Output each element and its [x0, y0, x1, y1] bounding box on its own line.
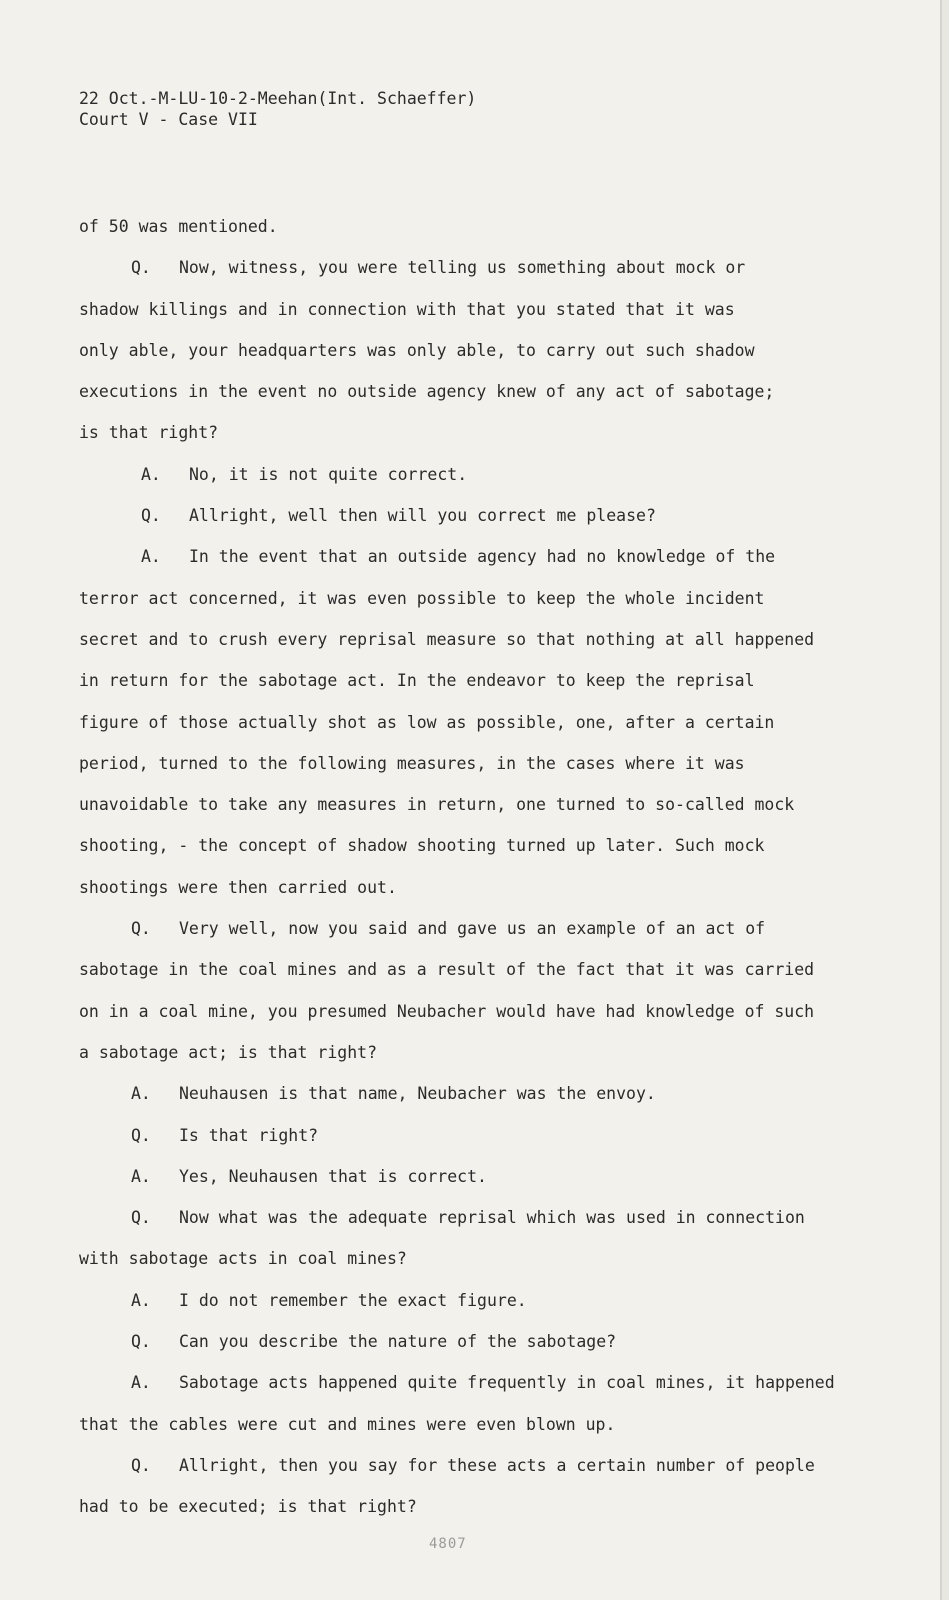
- speaker-marker: Q.: [141, 506, 161, 526]
- line-text: is that right?: [79, 423, 219, 443]
- transcript-line-question: [79, 1125, 859, 1166]
- line-text: had to be executed; is that right?: [79, 1497, 417, 1517]
- transcript-line: [79, 216, 859, 257]
- transcript-line: [79, 959, 859, 1000]
- line-text: I do not remember the exact figure.: [179, 1290, 527, 1310]
- speaker-marker: A.: [131, 1084, 151, 1104]
- speaker-marker: A.: [141, 464, 161, 484]
- transcript-line: [79, 1414, 859, 1455]
- transcript-line: [79, 1001, 859, 1042]
- transcript-line: [79, 1042, 859, 1083]
- transcript-line-question: [79, 505, 859, 546]
- line-text: Very well, now you said and gave us an example of an act of: [179, 919, 766, 939]
- line-text: Is that right?: [179, 1125, 319, 1145]
- speaker-marker: Q.: [131, 1455, 151, 1475]
- speaker-marker: Q.: [131, 1332, 151, 1352]
- transcript-line-question: [79, 1331, 859, 1372]
- line-text: shooting, - the concept of shadow shooting turned up later. Such mock: [79, 836, 765, 856]
- transcript-line: [79, 835, 859, 876]
- line-text: Yes, Neuhausen that is correct.: [179, 1166, 487, 1186]
- speaker-marker: A.: [131, 1290, 151, 1310]
- transcript-line: [79, 712, 859, 753]
- transcript-line: [79, 340, 859, 381]
- line-text: sabotage in the coal mines and as a result of the fact that it was carried: [79, 960, 815, 980]
- transcript-body: [79, 216, 859, 1538]
- line-text: Sabotage acts happened quite frequently in coal mines, it happened: [179, 1373, 835, 1393]
- line-text: period, turned to the following measures, in the cases where it was: [79, 753, 745, 773]
- header-line-1: 22 Oct.-M-LU-10-2-Meehan(Int. Schaeffer): [79, 89, 477, 108]
- line-text: of 50 was mentioned.: [79, 217, 278, 236]
- line-text: on in a coal mine, you presumed Neubacher would have had knowledge of such: [79, 1001, 815, 1021]
- transcript-line-question: [79, 257, 859, 298]
- transcript-line: [79, 670, 859, 711]
- line-text: shootings were then carried out.: [79, 877, 397, 897]
- line-text: unavoidable to take any measures in return, one turned to so-called mock: [79, 795, 795, 815]
- line-text: shadow killings and in connection with that you stated that it was: [79, 299, 735, 319]
- line-text: In the event that an outside agency had no knowledge of the: [189, 547, 776, 567]
- transcript-line: [79, 794, 859, 835]
- transcript-line-answer: [79, 1372, 859, 1413]
- speaker-marker: Q.: [131, 258, 151, 278]
- transcript-line: [79, 1248, 859, 1289]
- transcript-line-answer: [79, 464, 859, 505]
- line-text: Allright, then you say for these acts a certain number of people: [179, 1455, 815, 1475]
- transcript-line-question: [79, 1207, 859, 1248]
- line-text: Now what was the adequate reprisal which was used in connection: [179, 1208, 805, 1228]
- line-text: Allright, well then will you correct me please?: [189, 506, 656, 526]
- transcript-line: [79, 299, 859, 340]
- transcript-line: [79, 422, 859, 463]
- transcript-line: [79, 753, 859, 794]
- speaker-marker: A.: [141, 547, 161, 567]
- speaker-marker: Q.: [131, 1208, 151, 1228]
- page-number: 4807: [429, 1536, 467, 1552]
- speaker-marker: A.: [131, 1373, 151, 1393]
- line-text: with sabotage acts in coal mines?: [79, 1249, 407, 1269]
- speaker-marker: A.: [131, 1166, 151, 1186]
- line-text: figure of those actually shot as low as possible, one, after a certain: [79, 712, 775, 732]
- transcript-line-answer: [79, 1166, 859, 1207]
- line-text: secret and to crush every reprisal measure so that nothing at all happened: [79, 629, 815, 649]
- header-line-2: Court V - Case VII: [79, 110, 258, 129]
- speaker-marker: Q.: [131, 919, 151, 939]
- line-text: in return for the sabotage act. In the endeavor to keep the reprisal: [79, 671, 755, 691]
- line-text: only able, your headquarters was only able, to carry out such shadow: [79, 340, 755, 360]
- line-text: terror act concerned, it was even possible to keep the whole incident: [79, 588, 765, 608]
- line-text: a sabotage act; is that right?: [79, 1042, 378, 1062]
- line-text: No, it is not quite correct.: [189, 464, 468, 484]
- transcript-line: [79, 588, 859, 629]
- line-text: Now, witness, you were telling us something about mock or: [179, 258, 746, 278]
- speaker-marker: Q.: [131, 1125, 151, 1145]
- transcript-line-answer: [79, 546, 859, 587]
- transcript-line-question: [79, 1455, 859, 1496]
- line-text: that the cables were cut and mines were even blown up.: [79, 1414, 616, 1434]
- transcript-line-question: [79, 918, 859, 959]
- document-header: [79, 88, 476, 130]
- transcript-line: [79, 381, 859, 422]
- transcript-line: [79, 877, 859, 918]
- line-text: executions in the event no outside agency knew of any act of sabotage;: [79, 382, 775, 402]
- transcript-line: [79, 1496, 859, 1537]
- transcript-line: [79, 629, 859, 670]
- transcript-line-answer: [79, 1083, 859, 1124]
- line-text: Neuhausen is that name, Neubacher was the envoy.: [179, 1084, 656, 1104]
- line-text: Can you describe the nature of the sabotage?: [179, 1332, 617, 1352]
- transcript-line-answer: [79, 1290, 859, 1331]
